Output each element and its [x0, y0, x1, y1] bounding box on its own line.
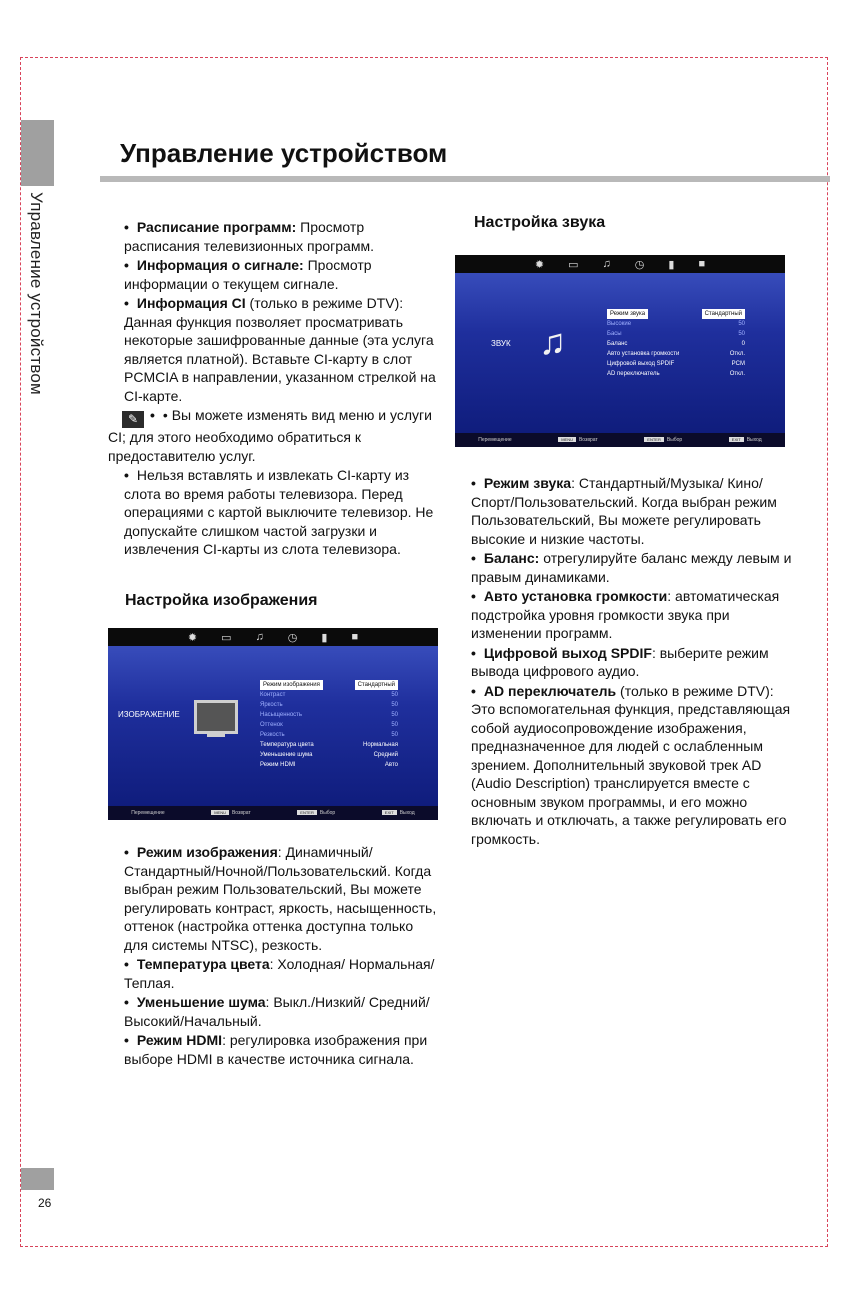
picture-menu-screen [108, 628, 438, 820]
side-tab [21, 120, 54, 186]
lock-icon: ▮ [321, 631, 328, 644]
left-column-top [108, 218, 438, 560]
sound-section-title: Настройка звука [474, 214, 606, 231]
hint-back: MENU Возврат [211, 810, 251, 816]
picture-item: • Температура цвета: Холодная/ Нормальная/Теплая. [108, 955, 438, 992]
menu-row[interactable]: Температура цвета Нормальная [260, 742, 398, 748]
screen-label: ЗВУК [491, 339, 511, 348]
menu-row[interactable]: Уменьшение шума Средний [260, 752, 398, 758]
monitor-icon: ▭ [568, 258, 579, 271]
monitor-icon: ▭ [221, 631, 232, 644]
grid-icon: ■ [351, 631, 359, 643]
picture-item: • Режим изображения: Динамичный/ Стандартный/Ночной/Пользовательский. Когда выбран режим Пользовательский, Вы можете регулировать контраст, яркость, насыщенность, оттенок (настройка оттенка доступна только для системы NTSC), резкость. [108, 843, 438, 954]
menu-row[interactable]: Цифровой выход SPDIF PCM [607, 361, 745, 367]
item-ci-warning: • Нельзя вставлять и извлекать CI-карту из слота во время работы телевизора. Перед операциями с картой выключите телевизор. Не допускайте слишком частой загрузки и извлечения CI-карты из слота телевизора. [108, 466, 438, 559]
music-icon: ♫ [602, 258, 611, 270]
item-schedule: • Расписание программ: Просмотр расписания телевизионных программ. [108, 218, 438, 255]
menu-row[interactable]: AD переключатель Откл. [607, 371, 745, 377]
menu-row[interactable]: Режим звука Стандартный [607, 309, 745, 319]
sound-item: • AD переключатель (только в режиме DTV): Это вспомогательная функция, представляющая собой аудиосопровождение изображения, предназначенное для людей с ослабленным зрением. Дополнительный звуковой трек AD (Audio Description) транслируется вместе с основным звуком программы, и его можно включать и отключать, а также регулировать его громкость. [455, 682, 800, 849]
item-signal-info: • Информация о сигнале: Просмотр информации о текущем сигнале. [108, 256, 438, 293]
hint-back: MENU Возврат [558, 437, 598, 443]
title-rule [100, 176, 830, 182]
menu-row[interactable]: Авто установка громкости Откл. [607, 351, 745, 357]
menu-row[interactable]: Баланс 0 [607, 341, 745, 347]
menu-row[interactable]: Насыщенность 50 [260, 712, 398, 718]
picture-text [108, 843, 438, 1069]
hint-exit: EXIT Выход [382, 810, 415, 816]
page-title: Управление устройством [120, 138, 448, 168]
sun-icon: ✹ [187, 631, 198, 644]
page-number-tab [21, 1168, 54, 1190]
menu-row[interactable]: Режим изображения Стандартный [260, 680, 398, 690]
music-icon: ♫ [255, 631, 264, 643]
menu-row[interactable]: Оттенок 50 [260, 722, 398, 728]
menu-hint-bar [108, 806, 438, 820]
menu-row[interactable]: Резкость 50 [260, 732, 398, 738]
page-number: 26 [38, 1196, 52, 1210]
menu-hint-bar [455, 433, 785, 447]
menu-row[interactable]: Высокие 50 [607, 321, 745, 327]
clock-icon: ◷ [634, 258, 645, 271]
lock-icon: ▮ [668, 258, 675, 271]
picture-item: • Уменьшение шума: Выкл./Низкий/ Средний/Высокий/Начальный. [108, 993, 438, 1030]
item-ci-info: • Информация CI (только в режиме DTV): Данная функция позволяет просматривать некоторые зашифрованные данные (эта услуга является платной). Вставьте CI-карту в слот PCMCIA в направлении, указанном стрелкой на CI-карте. [108, 294, 438, 405]
hint-move: Перемещение [478, 437, 512, 443]
sound-item: • Режим звука: Стандартный/Музыка/ Кино/Спорт/Пользовательский. Когда выбран режим Пользовательский, Вы можете регулировать высокие и низкие частоты. [455, 474, 800, 548]
menu-row[interactable]: Яркость 50 [260, 702, 398, 708]
picture-menu [260, 680, 398, 770]
hint-exit: EXIT Выход [729, 437, 762, 443]
note-pencil-icon: ✎ [122, 411, 144, 428]
sun-icon: ✹ [534, 258, 545, 271]
menu-row[interactable]: Басы 50 [607, 331, 745, 337]
hint-select: ENTER Выбор [644, 437, 682, 443]
menu-icon-bar [108, 628, 438, 646]
item-note: ✎• • Вы можете изменять вид меню и услуги CI; для этого необходимо обратиться к предоставителю услуг. [108, 406, 438, 465]
sound-item: • Баланс: отрегулируйте баланс между левым и правым динамиками. [455, 549, 800, 586]
hint-move: Перемещение [131, 810, 165, 816]
screen-label: ИЗОБРАЖЕНИЕ [118, 710, 180, 719]
picture-section-title: Настройка изображения [125, 592, 318, 609]
music-note-icon: ♫ [539, 321, 566, 362]
clock-icon: ◷ [287, 631, 298, 644]
side-title: Управление устройством [27, 192, 46, 395]
menu-row[interactable]: Контраст 50 [260, 692, 398, 698]
sound-text [455, 474, 800, 849]
hint-select: ENTER Выбор [297, 810, 335, 816]
sound-item: • Цифровой выход SPDIF: выберите режим вывода цифрового аудио. [455, 644, 800, 681]
picture-item: • Режим HDMI: регулировка изображения при выборе HDMI в качестве источника сигнала. [108, 1031, 438, 1068]
sound-menu-screen [455, 255, 785, 447]
tv-icon [194, 700, 238, 734]
menu-row[interactable]: Режим HDMI Авто [260, 762, 398, 768]
grid-icon: ■ [698, 258, 706, 270]
sound-menu [607, 309, 745, 379]
menu-icon-bar [455, 255, 785, 273]
sound-item: • Авто установка громкости: автоматическая подстройка уровня громкости звука при изменении программ. [455, 587, 800, 643]
